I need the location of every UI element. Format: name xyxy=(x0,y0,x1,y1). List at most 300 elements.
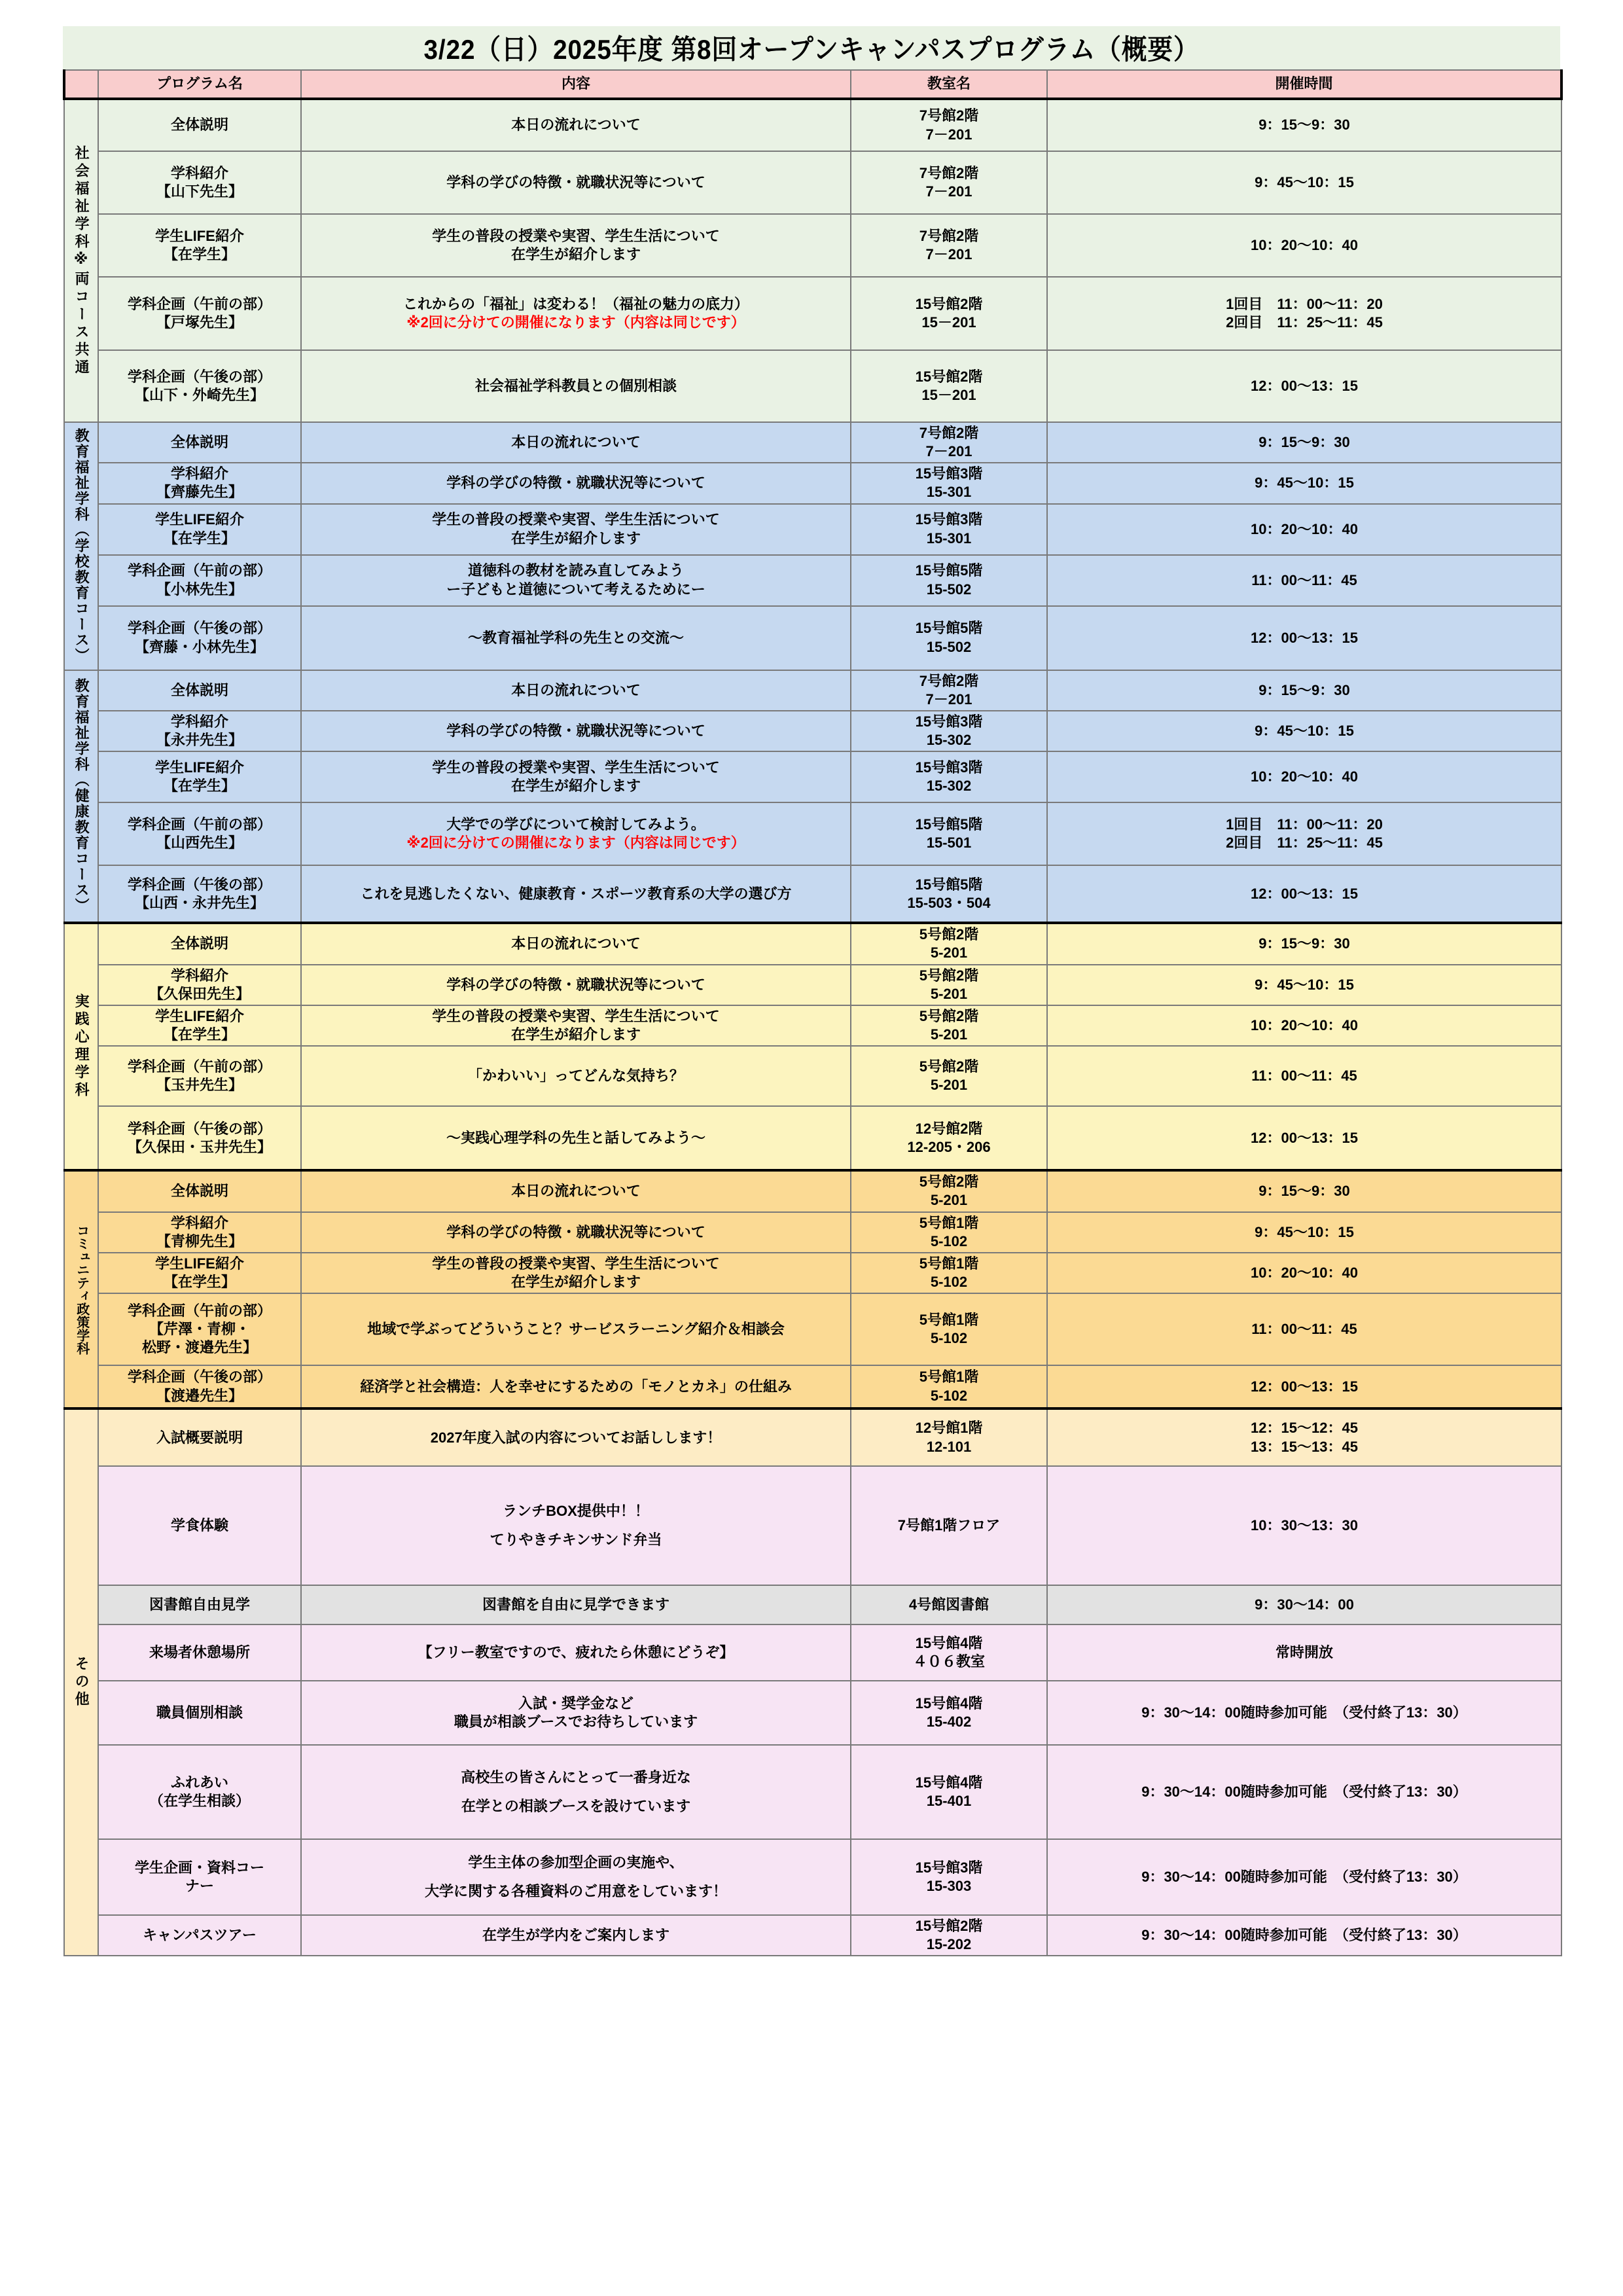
content-cell: 本日の流れについて xyxy=(301,422,851,463)
room-cell xyxy=(851,1106,1047,1170)
content-cell xyxy=(301,1466,851,1585)
program-name-line: 学科紹介 xyxy=(170,713,228,730)
room-line: 15-503・504 xyxy=(907,894,991,911)
program-name-cell xyxy=(98,1212,301,1253)
content-cell: 【フリー教室ですので、疲れたら休憩にどうぞ】 xyxy=(301,1624,851,1681)
table-row xyxy=(64,555,1561,606)
content-line: 入試・奨学金など xyxy=(518,1695,633,1712)
time-cell: 9：15～9：30 xyxy=(1047,1170,1561,1211)
time-cell: 9：30～14：00 xyxy=(1047,1585,1561,1624)
room-line: 15-501 xyxy=(926,834,972,852)
room-line: 15-302 xyxy=(926,778,972,795)
room-line: 7－201 xyxy=(925,183,972,200)
room-line: 15-502 xyxy=(926,581,972,598)
content-line: ランチBOX提供中！！ xyxy=(503,1502,649,1519)
time-cell xyxy=(1047,277,1561,350)
time-cell: 12：00～13：15 xyxy=(1047,350,1561,422)
program-name-cell xyxy=(98,277,301,350)
time-cell xyxy=(1047,802,1561,865)
room-cell xyxy=(851,1839,1047,1915)
program-name-cell: 全体説明 xyxy=(98,670,301,711)
time-cell: 10：30～13：30 xyxy=(1047,1466,1561,1585)
program-name-line: 【久保田・玉井先生】 xyxy=(127,1138,272,1155)
room-line: 5号館2階 xyxy=(919,1007,979,1024)
program-name-line: 【戸塚先生】 xyxy=(156,314,243,331)
room-cell xyxy=(851,504,1047,555)
program-name-line: 学科企画（午後の部） xyxy=(127,1120,272,1137)
program-name-cell xyxy=(98,350,301,422)
program-name-cell: 全体説明 xyxy=(98,1170,301,1211)
time-line: 1回目 11：00～11：20 xyxy=(1226,295,1383,312)
schedule-table-wrapper xyxy=(63,69,1560,1956)
content-cell xyxy=(301,1681,851,1745)
program-name-line: 学生LIFE紹介 xyxy=(155,1255,244,1272)
room-line: 5-201 xyxy=(930,985,968,1002)
room-line: 5号館1階 xyxy=(919,1214,979,1231)
room-line: 4号館図書館 xyxy=(908,1596,990,1613)
table-row xyxy=(64,422,1561,463)
program-name-cell xyxy=(98,504,301,555)
room-line: 15号館5階 xyxy=(915,816,983,833)
content-cell: 経済学と社会構造：人を幸せにするための「モノとカネ」の仕組み xyxy=(301,1365,851,1408)
time-cell: 11：00～11：45 xyxy=(1047,555,1561,606)
time-cell: 常時開放 xyxy=(1047,1624,1561,1681)
room-line: 15-301 xyxy=(926,529,972,547)
content-cell: ～教育福祉学科の先生との交流～ xyxy=(301,606,851,670)
time-cell: 9：15～9：30 xyxy=(1047,99,1561,151)
content-cell: 本日の流れについて xyxy=(301,923,851,964)
table-row xyxy=(64,1745,1561,1839)
room-cell xyxy=(851,1408,1047,1466)
table-row xyxy=(64,1624,1561,1681)
program-name-line: 【小林先生】 xyxy=(156,581,243,598)
content-cell: 学科の学びの特徴・就職状況等について xyxy=(301,965,851,1005)
time-cell xyxy=(1047,1408,1561,1466)
table-row xyxy=(64,1170,1561,1211)
room-line: 15-302 xyxy=(926,732,972,749)
program-name-cell xyxy=(98,965,301,1005)
column-header-program: プログラム名 xyxy=(98,70,301,99)
content-line: 在学生が紹介します xyxy=(510,529,641,547)
room-cell xyxy=(851,350,1047,422)
program-name-cell xyxy=(98,751,301,802)
program-name-cell xyxy=(98,1839,301,1915)
program-name-line: 【在学生】 xyxy=(163,246,236,262)
room-line: 5-102 xyxy=(930,1232,968,1249)
program-name-line: 学科企画（午後の部） xyxy=(127,368,272,385)
time-cell: 9：30～14：00随時参加可能 （受付終了13：30） xyxy=(1047,1745,1561,1839)
time-cell: 9：30～14：00随時参加可能 （受付終了13：30） xyxy=(1047,1915,1561,1956)
program-name-line: 学生LIFE紹介 xyxy=(155,759,244,776)
room-line: 7号館2階 xyxy=(919,107,979,124)
table-row xyxy=(64,1212,1561,1253)
room-line: 5号館2階 xyxy=(919,967,979,984)
room-line: 5-201 xyxy=(930,1026,968,1043)
table-row xyxy=(64,670,1561,711)
program-name-line: 学科企画（午前の部） xyxy=(127,295,272,312)
time-cell: 10：20～10：40 xyxy=(1047,504,1561,555)
program-name-cell: 入試概要説明 xyxy=(98,1408,301,1466)
room-line: 15-202 xyxy=(926,1936,972,1953)
room-cell xyxy=(851,151,1047,214)
program-name-line: 学科企画（午前の部） xyxy=(127,816,272,833)
program-name-cell xyxy=(98,1745,301,1839)
program-name-cell xyxy=(98,1106,301,1170)
time-cell: 9：15～9：30 xyxy=(1047,923,1561,964)
content-cell xyxy=(301,555,851,606)
program-name-line: （在学生相談） xyxy=(149,1793,250,1810)
room-line: 7号館2階 xyxy=(919,425,979,441)
table-row xyxy=(64,965,1561,1005)
table-row xyxy=(64,463,1561,503)
room-line: 5-102 xyxy=(930,1273,968,1290)
room-cell xyxy=(851,555,1047,606)
room-cell xyxy=(851,751,1047,802)
content-cell: 学科の学びの特徴・就職状況等について xyxy=(301,1212,851,1253)
content-cell: 2027年度入試の内容についてお話しします！ xyxy=(301,1408,851,1466)
time-cell: 12：00～13：15 xyxy=(1047,1365,1561,1408)
time-cell: 9：45～10：15 xyxy=(1047,463,1561,503)
program-name-cell: 来場者休憩場所 xyxy=(98,1624,301,1681)
time-cell: 10：20～10：40 xyxy=(1047,751,1561,802)
content-cell: 学科の学びの特徴・就職状況等について xyxy=(301,463,851,503)
program-name-cell xyxy=(98,463,301,503)
room-cell xyxy=(851,711,1047,751)
content-cell: 本日の流れについて xyxy=(301,99,851,151)
column-header-group xyxy=(64,70,98,99)
content-cell: 社会福祉学科教員との個別相談 xyxy=(301,350,851,422)
content-cell: 図書館を自由に見学できます xyxy=(301,1585,851,1624)
program-name-line: 【山下・外崎先生】 xyxy=(134,387,264,403)
program-name-line: 学科紹介 xyxy=(170,164,228,181)
room-line: 7号館1階フロア xyxy=(897,1517,1001,1534)
time-cell: 9：45～10：15 xyxy=(1047,711,1561,751)
program-name-cell xyxy=(98,865,301,923)
table-row xyxy=(64,1106,1561,1170)
program-name-line: 【山西・永井先生】 xyxy=(134,894,264,911)
program-name-cell: 図書館自由見学 xyxy=(98,1585,301,1624)
time-cell: 12：00～13：15 xyxy=(1047,1106,1561,1170)
table-row xyxy=(64,1046,1561,1106)
section-label-edu-welfare-school: 教育福祉学科（学校教育コース） xyxy=(64,422,98,670)
content-cell: 本日の流れについて xyxy=(301,1170,851,1211)
program-name-cell xyxy=(98,1293,301,1365)
content-line: 学生主体の参加型企画の実施や、 xyxy=(468,1854,684,1871)
room-line: 5-201 xyxy=(930,1077,968,1094)
time-cell: 9：15～9：30 xyxy=(1047,422,1561,463)
room-cell xyxy=(851,99,1047,151)
room-cell xyxy=(851,606,1047,670)
room-cell xyxy=(851,1624,1047,1681)
content-spacer xyxy=(304,1787,847,1797)
room-cell xyxy=(851,1005,1047,1046)
table-body xyxy=(64,99,1561,1956)
room-cell xyxy=(851,923,1047,964)
room-line: 12-205・206 xyxy=(907,1138,991,1155)
table-row xyxy=(64,711,1561,751)
section-label-others: その他 xyxy=(64,1408,98,1956)
room-cell xyxy=(851,277,1047,350)
time-line: 2回目 11：25～11：45 xyxy=(1226,314,1383,331)
table-row xyxy=(64,214,1561,277)
content-line: 大学に関する各種資料のご用意をしています！ xyxy=(424,1883,727,1900)
content-line: 学生の普段の授業や実習、学生生活について xyxy=(432,511,720,528)
content-line: 在学生が紹介します xyxy=(510,1026,641,1043)
room-cell xyxy=(851,1585,1047,1624)
content-cell: 学科の学びの特徴・就職状況等について xyxy=(301,151,851,214)
room-cell xyxy=(851,1745,1047,1839)
room-line: 5-102 xyxy=(930,1330,968,1347)
content-line: 在学生が紹介します xyxy=(510,778,641,795)
program-name-line: 【芹澤・青柳・ xyxy=(149,1321,250,1338)
room-cell xyxy=(851,214,1047,277)
program-name-line: 【齊藤先生】 xyxy=(156,484,243,501)
room-line: 7号館2階 xyxy=(919,164,979,181)
content-line: 学生の普段の授業や実習、学生生活について xyxy=(432,1007,720,1024)
time-cell: 9：15～9：30 xyxy=(1047,670,1561,711)
room-cell xyxy=(851,463,1047,503)
room-line: 7号館2階 xyxy=(919,227,979,244)
program-name-line: 学科紹介 xyxy=(170,465,228,482)
content-note-red: ※2回に分けての開催になります（内容は同じです） xyxy=(406,834,745,852)
room-cell xyxy=(851,1253,1047,1293)
room-line: 15号館4階 xyxy=(915,1634,983,1651)
room-line: 5号館2階 xyxy=(919,1174,979,1191)
column-header-content: 内容 xyxy=(301,70,851,99)
room-line: 15-301 xyxy=(926,484,972,501)
program-name-line: 学科企画（午後の部） xyxy=(127,876,272,893)
program-name-line: 学科紹介 xyxy=(170,967,228,984)
program-name-line: 学科企画（午前の部） xyxy=(127,1302,272,1319)
room-cell xyxy=(851,1170,1047,1211)
room-line: 15－201 xyxy=(921,314,976,331)
content-cell: これを見逃したくない、健康教育・スポーツ教育系の大学の選び方 xyxy=(301,865,851,923)
content-line: てりやきチキンサンド弁当 xyxy=(490,1532,662,1549)
room-line: 15号館3階 xyxy=(915,1859,983,1876)
schedule-table xyxy=(63,69,1563,1956)
room-line: 5号館1階 xyxy=(919,1369,979,1386)
room-cell xyxy=(851,1365,1047,1408)
content-cell xyxy=(301,1745,851,1839)
content-note-red: ※2回に分けての開催になります（内容は同じです） xyxy=(406,314,745,331)
program-name-line: 【山下先生】 xyxy=(156,183,243,200)
room-line: 15号館3階 xyxy=(915,759,983,776)
content-line: これからの「福祉」は変わる！（福祉の魅力の底力） xyxy=(402,295,749,312)
content-cell: 本日の流れについて xyxy=(301,670,851,711)
room-line: 5-102 xyxy=(930,1387,968,1404)
page-title: 3/22（日）2025年度 第8回オープンキャンパスプログラム（概要） xyxy=(423,34,1200,65)
room-line: 15号館2階 xyxy=(915,368,983,385)
content-cell: ～実践心理学科の先生と話してみよう～ xyxy=(301,1106,851,1170)
table-row xyxy=(64,1293,1561,1365)
content-line: 在学との相談ブースを設けています xyxy=(461,1798,691,1815)
content-line: 高校生の皆さんにとって一番身近な xyxy=(461,1768,691,1785)
content-line: 在学生が紹介します xyxy=(510,1273,641,1290)
program-name-line: 【在学生】 xyxy=(163,1273,236,1290)
content-spacer xyxy=(304,1872,847,1882)
content-cell xyxy=(301,214,851,277)
content-spacer xyxy=(304,1520,847,1531)
table-row xyxy=(64,606,1561,670)
program-name-cell xyxy=(98,606,301,670)
table-row xyxy=(64,923,1561,964)
time-cell: 10：20～10：40 xyxy=(1047,1005,1561,1046)
section-label-community-policy: コミュニティ政策学科 xyxy=(64,1170,98,1408)
content-line: 学生の普段の授業や実習、学生生活について xyxy=(432,759,720,776)
time-line: 12：15～12：45 xyxy=(1251,1420,1358,1437)
table-row xyxy=(64,1466,1561,1585)
room-line: 7－201 xyxy=(925,443,972,460)
content-cell xyxy=(301,504,851,555)
column-header-room: 教室名 xyxy=(851,70,1047,99)
time-cell: 9：30～14：00随時参加可能 （受付終了13：30） xyxy=(1047,1839,1561,1915)
program-name-line: 学生企画・資料コー xyxy=(134,1859,264,1876)
room-line: 15号館5階 xyxy=(915,876,983,893)
content-line: 学生の普段の授業や実習、学生生活について xyxy=(432,1255,720,1272)
time-line: 13：15～13：45 xyxy=(1251,1438,1358,1455)
content-cell xyxy=(301,751,851,802)
program-name-line: 【山西先生】 xyxy=(156,834,243,852)
table-row xyxy=(64,1839,1561,1915)
content-line: 大学での学びについて検討してみよう。 xyxy=(446,816,705,833)
table-header xyxy=(64,70,1561,99)
program-name-cell: 学食体験 xyxy=(98,1466,301,1585)
room-line: 15-401 xyxy=(926,1793,972,1810)
program-name-cell xyxy=(98,802,301,865)
program-name-cell: 全体説明 xyxy=(98,422,301,463)
program-name-line: 【在学生】 xyxy=(163,529,236,547)
table-row xyxy=(64,1915,1561,1956)
title-banner xyxy=(63,26,1560,69)
program-name-line: 学科企画（午後の部） xyxy=(127,620,272,637)
program-name-line: 【渡邉先生】 xyxy=(156,1387,243,1404)
room-line: 15-502 xyxy=(926,638,972,655)
table-row xyxy=(64,1005,1561,1046)
section-label-edu-welfare-health: 教育福祉学科（健康教育コース） xyxy=(64,670,98,924)
program-name-line: ナー xyxy=(185,1878,214,1895)
room-line: 15－201 xyxy=(921,387,976,403)
room-line: 7－201 xyxy=(925,126,972,143)
room-cell xyxy=(851,965,1047,1005)
room-line: 12号館2階 xyxy=(915,1120,983,1137)
room-line: 5-201 xyxy=(930,944,968,961)
table-row xyxy=(64,504,1561,555)
room-line: 12-101 xyxy=(926,1438,972,1455)
time-line: 2回目 11：25～11：45 xyxy=(1226,834,1383,852)
content-cell xyxy=(301,1253,851,1293)
room-line: 5号館2階 xyxy=(919,1058,979,1075)
room-line: 15号館2階 xyxy=(915,295,983,312)
program-name-line: 【在学生】 xyxy=(163,1026,236,1043)
program-name-cell xyxy=(98,151,301,214)
room-line: 15-402 xyxy=(926,1713,972,1731)
program-name-line: 【齊藤・小林先生】 xyxy=(134,638,264,655)
table-row xyxy=(64,802,1561,865)
table-row xyxy=(64,865,1561,923)
table-row xyxy=(64,99,1561,151)
time-line: 1回目 11：00～11：20 xyxy=(1226,816,1383,833)
time-cell: 10：20～10：40 xyxy=(1047,1253,1561,1293)
time-cell: 12：00～13：15 xyxy=(1047,865,1561,923)
program-name-line: 学科企画（午前の部） xyxy=(127,1058,272,1075)
room-line: 15号館3階 xyxy=(915,713,983,730)
content-line: 在学生が紹介します xyxy=(510,246,641,262)
program-name-line: 学科企画（午前の部） xyxy=(127,562,272,579)
content-cell: 学科の学びの特徴・就職状況等について xyxy=(301,711,851,751)
room-line: 5号館2階 xyxy=(919,926,979,943)
program-name-line: 【青柳先生】 xyxy=(156,1232,243,1249)
room-line: 5号館1階 xyxy=(919,1311,979,1328)
program-name-line: 学科紹介 xyxy=(170,1214,228,1231)
program-name-cell xyxy=(98,1046,301,1106)
time-cell: 11：00～11：45 xyxy=(1047,1293,1561,1365)
column-header-time: 開催時間 xyxy=(1047,70,1561,99)
room-line: 15号館4階 xyxy=(915,1695,983,1712)
content-cell xyxy=(301,1005,851,1046)
program-name-line: 学生LIFE紹介 xyxy=(155,511,244,528)
time-cell: 12：00～13：15 xyxy=(1047,606,1561,670)
program-name-line: 学科企画（午後の部） xyxy=(127,1369,272,1386)
time-cell: 9：45～10：15 xyxy=(1047,1212,1561,1253)
content-cell xyxy=(301,802,851,865)
room-cell xyxy=(851,802,1047,865)
content-cell: 「かわいい」ってどんな気持ち？ xyxy=(301,1046,851,1106)
table-row xyxy=(64,277,1561,350)
content-line: ー子どもと道徳について考えるためにー xyxy=(446,581,705,598)
room-cell xyxy=(851,1466,1047,1585)
room-cell xyxy=(851,1293,1047,1365)
table-row xyxy=(64,1408,1561,1466)
room-line: 5-201 xyxy=(930,1192,968,1209)
time-cell: 10：20～10：40 xyxy=(1047,214,1561,277)
program-name-line: 松野・渡邉先生】 xyxy=(141,1339,257,1356)
room-line: 12号館1階 xyxy=(915,1420,983,1437)
room-line: 5号館1階 xyxy=(919,1255,979,1272)
program-name-cell: キャンパスツアー xyxy=(98,1915,301,1956)
program-name-line: 学生LIFE紹介 xyxy=(155,1007,244,1024)
room-line: ４０６教室 xyxy=(912,1653,985,1670)
time-cell: 9：45～10：15 xyxy=(1047,965,1561,1005)
room-cell xyxy=(851,1915,1047,1956)
table-row xyxy=(64,350,1561,422)
table-row xyxy=(64,751,1561,802)
content-cell: 在学生が学内をご案内します xyxy=(301,1915,851,1956)
room-cell xyxy=(851,422,1047,463)
room-line: 7号館2階 xyxy=(919,672,979,689)
program-name-line: 【永井先生】 xyxy=(156,732,243,749)
content-cell xyxy=(301,1839,851,1915)
time-cell: 9：30～14：00随時参加可能 （受付終了13：30） xyxy=(1047,1681,1561,1745)
room-cell xyxy=(851,1046,1047,1106)
room-line: 7－201 xyxy=(925,246,972,262)
table-row xyxy=(64,1253,1561,1293)
section-label-practical-psych: 実践心理学科 xyxy=(64,923,98,1170)
content-line: 職員が相談ブースでお待ちしています xyxy=(454,1713,698,1731)
room-cell xyxy=(851,865,1047,923)
content-line: 学生の普段の授業や実習、学生生活について xyxy=(432,227,720,244)
program-name-cell: 全体説明 xyxy=(98,99,301,151)
program-name-cell xyxy=(98,711,301,751)
room-cell xyxy=(851,1212,1047,1253)
table-row xyxy=(64,1365,1561,1408)
content-line: 道徳科の教材を読み直してみよう xyxy=(467,562,684,579)
program-name-cell: 全体説明 xyxy=(98,923,301,964)
program-name-line: 学生LIFE紹介 xyxy=(155,227,244,244)
header-row xyxy=(64,70,1561,99)
room-line: 15-303 xyxy=(926,1878,972,1895)
program-name-cell xyxy=(98,214,301,277)
room-line: 7－201 xyxy=(925,691,972,708)
